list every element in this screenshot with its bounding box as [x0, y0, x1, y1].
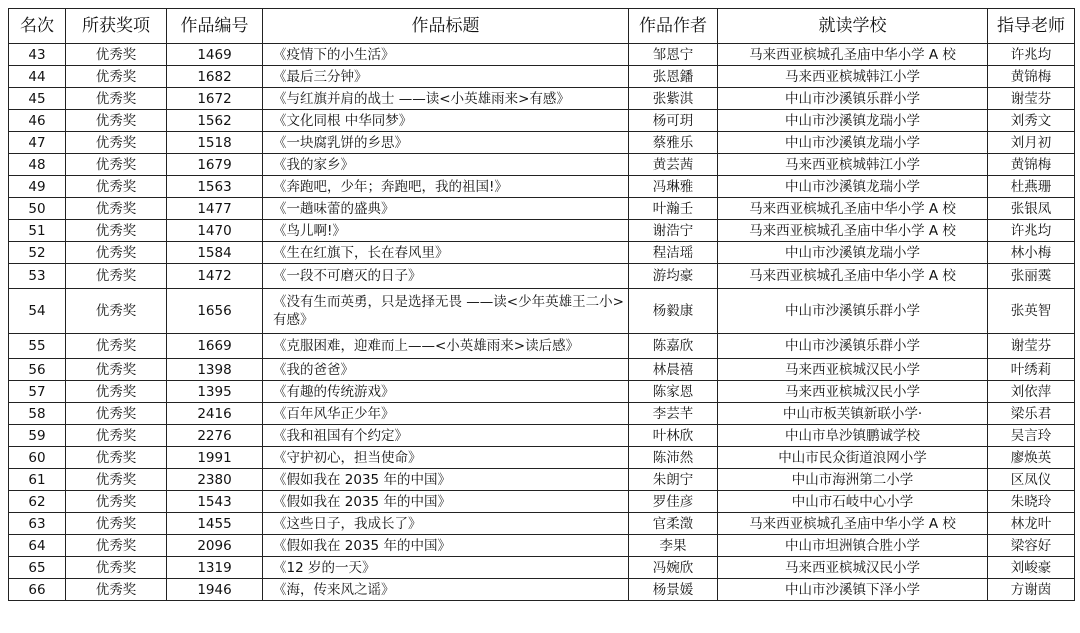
table-body — [9, 44, 1075, 601]
cell-title: 《守护初心，担当使命》 — [263, 447, 629, 469]
cell-school: 中山市坦洲镇合胜小学 — [718, 535, 988, 557]
cell-teacher: 叶绣莉 — [988, 359, 1075, 381]
cell-code: 1470 — [167, 220, 263, 242]
table-header-row — [9, 9, 1075, 44]
cell-teacher: 区凤仪 — [988, 469, 1075, 491]
cell-teacher: 方谢茵 — [988, 579, 1075, 601]
cell-code: 1398 — [167, 359, 263, 381]
cell-code: 1656 — [167, 289, 263, 334]
cell-school: 马来西亚槟城孔圣庙中华小学 A 校 — [718, 198, 988, 220]
cell-author: 官柔澂 — [629, 513, 718, 535]
cell-title: 《与红旗并肩的战士 ——读<小英雄雨来>有感》 — [263, 88, 629, 110]
cell-code: 1395 — [167, 381, 263, 403]
cell-school: 中山市民众街道浪网小学 — [718, 447, 988, 469]
cell-code: 1991 — [167, 447, 263, 469]
cell-school: 马来西亚槟城韩江小学 — [718, 66, 988, 88]
cell-award: 优秀奖 — [66, 220, 167, 242]
cell-teacher: 黄锦梅 — [988, 66, 1075, 88]
table-row — [9, 334, 1075, 359]
table-row — [9, 579, 1075, 601]
cell-award: 优秀奖 — [66, 44, 167, 66]
cell-rank: 47 — [9, 132, 66, 154]
header-award: 所获奖项 — [66, 9, 167, 44]
cell-rank: 46 — [9, 110, 66, 132]
table-row — [9, 198, 1075, 220]
cell-teacher: 梁容好 — [988, 535, 1075, 557]
cell-award: 优秀奖 — [66, 198, 167, 220]
cell-award: 优秀奖 — [66, 381, 167, 403]
cell-award: 优秀奖 — [66, 491, 167, 513]
cell-code: 2096 — [167, 535, 263, 557]
cell-school: 中山市沙溪镇下泽小学 — [718, 579, 988, 601]
cell-school: 马来西亚槟城孔圣庙中华小学 A 校 — [718, 220, 988, 242]
table-row — [9, 66, 1075, 88]
cell-author: 陈家恩 — [629, 381, 718, 403]
cell-rank: 62 — [9, 491, 66, 513]
cell-rank: 66 — [9, 579, 66, 601]
cell-teacher: 许兆均 — [988, 44, 1075, 66]
cell-code: 1319 — [167, 557, 263, 579]
cell-title: 《这些日子，我成长了》 — [263, 513, 629, 535]
header-author: 作品作者 — [629, 9, 718, 44]
cell-code: 2416 — [167, 403, 263, 425]
cell-author: 朱朗宁 — [629, 469, 718, 491]
cell-rank: 44 — [9, 66, 66, 88]
awards-table — [8, 8, 1075, 601]
cell-code: 1562 — [167, 110, 263, 132]
cell-title: 《假如我在 2035 年的中国》 — [263, 535, 629, 557]
cell-title: 《鸟儿啊!》 — [263, 220, 629, 242]
cell-school: 中山市沙溪镇乐群小学 — [718, 88, 988, 110]
cell-teacher: 林龙叶 — [988, 513, 1075, 535]
cell-teacher: 黄锦梅 — [988, 154, 1075, 176]
cell-rank: 61 — [9, 469, 66, 491]
table-row — [9, 154, 1075, 176]
cell-teacher: 梁乐君 — [988, 403, 1075, 425]
table-row — [9, 403, 1075, 425]
cell-rank: 63 — [9, 513, 66, 535]
cell-award: 优秀奖 — [66, 334, 167, 359]
cell-school: 马来西亚槟城孔圣庙中华小学 A 校 — [718, 513, 988, 535]
cell-author: 谢浩宁 — [629, 220, 718, 242]
table-row — [9, 110, 1075, 132]
cell-teacher: 吴言玲 — [988, 425, 1075, 447]
cell-rank: 65 — [9, 557, 66, 579]
cell-title: 《没有生而英勇，只是选择无畏 ——读<少年英雄王二小>有感》 — [263, 289, 629, 334]
table-row — [9, 513, 1075, 535]
cell-school: 马来西亚槟城汉民小学 — [718, 381, 988, 403]
cell-school: 中山市沙溪镇龙瑞小学 — [718, 242, 988, 264]
cell-award: 优秀奖 — [66, 176, 167, 198]
cell-title: 《我和祖国有个约定》 — [263, 425, 629, 447]
cell-code: 2380 — [167, 469, 263, 491]
cell-school: 中山市沙溪镇龙瑞小学 — [718, 132, 988, 154]
cell-rank: 59 — [9, 425, 66, 447]
cell-school: 中山市石岐中心小学 — [718, 491, 988, 513]
cell-teacher: 刘月初 — [988, 132, 1075, 154]
cell-school: 马来西亚槟城孔圣庙中华小学 A 校 — [718, 264, 988, 289]
cell-author: 冯婉欣 — [629, 557, 718, 579]
cell-teacher: 杜燕珊 — [988, 176, 1075, 198]
cell-teacher: 谢莹芬 — [988, 334, 1075, 359]
cell-author: 程洁瑶 — [629, 242, 718, 264]
cell-teacher: 张丽霙 — [988, 264, 1075, 289]
cell-title: 《海，传来风之谣》 — [263, 579, 629, 601]
cell-teacher: 许兆均 — [988, 220, 1075, 242]
cell-rank: 56 — [9, 359, 66, 381]
cell-title: 《假如我在 2035 年的中国》 — [263, 469, 629, 491]
cell-title: 《生在红旗下，长在春风里》 — [263, 242, 629, 264]
cell-author: 杨景媛 — [629, 579, 718, 601]
cell-school: 马来西亚槟城孔圣庙中华小学 A 校 — [718, 44, 988, 66]
cell-author: 黄芸茜 — [629, 154, 718, 176]
cell-rank: 48 — [9, 154, 66, 176]
cell-title: 《疫情下的小生活》 — [263, 44, 629, 66]
cell-school: 中山市沙溪镇乐群小学 — [718, 334, 988, 359]
cell-code: 1563 — [167, 176, 263, 198]
cell-rank: 52 — [9, 242, 66, 264]
cell-rank: 43 — [9, 44, 66, 66]
table-row — [9, 359, 1075, 381]
cell-rank: 55 — [9, 334, 66, 359]
cell-title: 《百年风华正少年》 — [263, 403, 629, 425]
cell-award: 优秀奖 — [66, 66, 167, 88]
cell-title: 《克服困难，迎难而上——<小英雄雨来>读后感》 — [263, 334, 629, 359]
cell-author: 李果 — [629, 535, 718, 557]
cell-author: 陈沛然 — [629, 447, 718, 469]
cell-code: 1477 — [167, 198, 263, 220]
cell-award: 优秀奖 — [66, 579, 167, 601]
table-row — [9, 264, 1075, 289]
cell-code: 1946 — [167, 579, 263, 601]
cell-code: 2276 — [167, 425, 263, 447]
cell-rank: 49 — [9, 176, 66, 198]
cell-title: 《我的爸爸》 — [263, 359, 629, 381]
cell-teacher: 张银凤 — [988, 198, 1075, 220]
cell-author: 叶林欣 — [629, 425, 718, 447]
cell-award: 优秀奖 — [66, 242, 167, 264]
cell-code: 1672 — [167, 88, 263, 110]
table-row — [9, 132, 1075, 154]
cell-award: 优秀奖 — [66, 535, 167, 557]
cell-award: 优秀奖 — [66, 403, 167, 425]
table-row — [9, 220, 1075, 242]
cell-code: 1518 — [167, 132, 263, 154]
cell-author: 张恩鐇 — [629, 66, 718, 88]
cell-award: 优秀奖 — [66, 110, 167, 132]
cell-title: 《有趣的传统游戏》 — [263, 381, 629, 403]
cell-teacher: 廖焕英 — [988, 447, 1075, 469]
cell-rank: 60 — [9, 447, 66, 469]
cell-code: 1584 — [167, 242, 263, 264]
cell-title: 《一段不可磨灭的日子》 — [263, 264, 629, 289]
table-row — [9, 242, 1075, 264]
header-code: 作品编号 — [167, 9, 263, 44]
cell-code: 1543 — [167, 491, 263, 513]
cell-author: 叶瀚壬 — [629, 198, 718, 220]
cell-author: 蔡雅乐 — [629, 132, 718, 154]
cell-award: 优秀奖 — [66, 469, 167, 491]
table-row — [9, 289, 1075, 334]
cell-school: 中山市海洲第二小学 — [718, 469, 988, 491]
cell-author: 杨毅康 — [629, 289, 718, 334]
cell-rank: 58 — [9, 403, 66, 425]
cell-author: 杨可玥 — [629, 110, 718, 132]
table-row — [9, 469, 1075, 491]
cell-school: 中山市沙溪镇乐群小学 — [718, 289, 988, 334]
cell-author: 罗佳彦 — [629, 491, 718, 513]
cell-code: 1455 — [167, 513, 263, 535]
cell-award: 优秀奖 — [66, 132, 167, 154]
header-title: 作品标题 — [263, 9, 629, 44]
cell-award: 优秀奖 — [66, 359, 167, 381]
table-row — [9, 447, 1075, 469]
cell-school: 马来西亚槟城汉民小学 — [718, 359, 988, 381]
table-row — [9, 425, 1075, 447]
cell-rank: 64 — [9, 535, 66, 557]
cell-award: 优秀奖 — [66, 154, 167, 176]
cell-author: 冯琳雅 — [629, 176, 718, 198]
cell-code: 1682 — [167, 66, 263, 88]
cell-school: 中山市沙溪镇龙瑞小学 — [718, 176, 988, 198]
cell-title: 《最后三分钟》 — [263, 66, 629, 88]
cell-award: 优秀奖 — [66, 557, 167, 579]
cell-rank: 53 — [9, 264, 66, 289]
cell-school: 中山市沙溪镇龙瑞小学 — [718, 110, 988, 132]
cell-rank: 50 — [9, 198, 66, 220]
cell-teacher: 刘依萍 — [988, 381, 1075, 403]
table-row — [9, 88, 1075, 110]
cell-author: 陈嘉欣 — [629, 334, 718, 359]
cell-school: 马来西亚槟城汉民小学 — [718, 557, 988, 579]
cell-teacher: 刘秀文 — [988, 110, 1075, 132]
cell-author: 张紫淇 — [629, 88, 718, 110]
cell-rank: 54 — [9, 289, 66, 334]
cell-award: 优秀奖 — [66, 88, 167, 110]
table-row — [9, 176, 1075, 198]
cell-title: 《一块腐乳饼的乡思》 — [263, 132, 629, 154]
cell-code: 1669 — [167, 334, 263, 359]
cell-teacher: 张英智 — [988, 289, 1075, 334]
table-row — [9, 491, 1075, 513]
cell-title: 《文化同根 中华同梦》 — [263, 110, 629, 132]
cell-code: 1679 — [167, 154, 263, 176]
cell-teacher: 谢莹芬 — [988, 88, 1075, 110]
cell-title: 《假如我在 2035 年的中国》 — [263, 491, 629, 513]
cell-award: 优秀奖 — [66, 264, 167, 289]
header-rank: 名次 — [9, 9, 66, 44]
cell-teacher: 朱晓玲 — [988, 491, 1075, 513]
table-row — [9, 44, 1075, 66]
cell-award: 优秀奖 — [66, 447, 167, 469]
cell-rank: 57 — [9, 381, 66, 403]
cell-school: 中山市板芙镇新联小学· — [718, 403, 988, 425]
cell-title: 《我的家乡》 — [263, 154, 629, 176]
cell-school: 马来西亚槟城韩江小学 — [718, 154, 988, 176]
cell-award: 优秀奖 — [66, 289, 167, 334]
cell-teacher: 林小梅 — [988, 242, 1075, 264]
cell-rank: 45 — [9, 88, 66, 110]
cell-school: 中山市阜沙镇鹏诚学校 — [718, 425, 988, 447]
table-row — [9, 381, 1075, 403]
cell-code: 1469 — [167, 44, 263, 66]
cell-author: 邹恩宁 — [629, 44, 718, 66]
cell-title: 《12 岁的一天》 — [263, 557, 629, 579]
table-row — [9, 557, 1075, 579]
header-teacher: 指导老师 — [988, 9, 1075, 44]
cell-award: 优秀奖 — [66, 425, 167, 447]
cell-code: 1472 — [167, 264, 263, 289]
table-row — [9, 535, 1075, 557]
header-school: 就读学校 — [718, 9, 988, 44]
cell-award: 优秀奖 — [66, 513, 167, 535]
cell-author: 林晨禧 — [629, 359, 718, 381]
cell-teacher: 刘峻豪 — [988, 557, 1075, 579]
cell-author: 游均豪 — [629, 264, 718, 289]
cell-author: 李芸芊 — [629, 403, 718, 425]
cell-rank: 51 — [9, 220, 66, 242]
cell-title: 《奔跑吧，少年；奔跑吧，我的祖国!》 — [263, 176, 629, 198]
cell-title: 《一趟味蕾的盛典》 — [263, 198, 629, 220]
